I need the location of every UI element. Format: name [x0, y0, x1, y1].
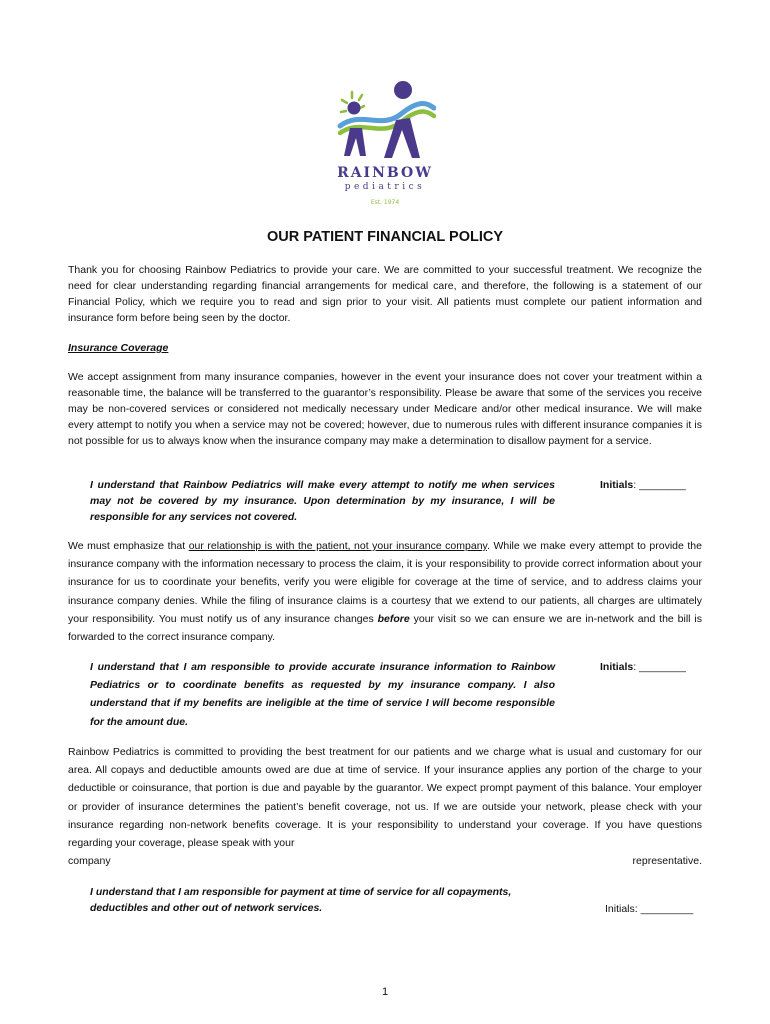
payment-text: Rainbow Pediatrics is committed to providing the best treatment for our patients and we charge what is usual and customary for our area. All copays and deductible amounts owed are due at time of service. If your insurance applies any portion of the charge to your deductible or coinsurance, that portion is due and payable by the guarantor. We expect prompt payment of this balance. Your employer or provider of insurance determines the patient’s benefit coverage, not us. If we are outside your network, please check with your insurance regarding non-network benefits coverage. It is your responsibility to understand your coverage. If you have questions regarding your coverage, please speak with your	[68, 746, 702, 850]
initials-label-1: Initials	[600, 479, 634, 491]
payment-last-line	[68, 852, 702, 870]
logo-figures-icon	[336, 78, 436, 168]
section-heading-insurance-coverage: Insurance Coverage	[68, 342, 169, 354]
page-number: 1	[381, 986, 389, 998]
acknowledgement-3: I understand that I am responsible for payment at time of service for all copayments, deductibles and other out of network services.	[90, 886, 512, 914]
acknowledgement-2: I understand that I am responsible to provide accurate insurance information to Rainbow Pediatrics or to coordinate benefits as requested by my insurance company. I also understand that if my benefits are ineligible at the time of service I will become responsible for the amount due.	[90, 661, 555, 728]
payment-last-left: company	[68, 855, 111, 868]
acknowledgement-1: I understand that Rainbow Pediatrics will make every attempt to notify me when services may not be covered by my insurance. Upon determination by my insurance, I will be responsible for any services not covered.	[90, 479, 555, 523]
relationship-paragraph	[68, 537, 702, 646]
initials-label-2: Initials	[600, 661, 634, 673]
payment-paragraph	[68, 743, 702, 870]
brand-subtitle: pediatrics	[344, 182, 426, 192]
relationship-text-1: We must emphasize that	[68, 540, 189, 552]
page-title: OUR PATIENT FINANCIAL POLICY	[266, 229, 504, 245]
initials-field-1[interactable]	[600, 477, 686, 493]
initials-field-2[interactable]	[600, 659, 686, 675]
initials-line-2: : ________	[633, 661, 686, 673]
brand-name: RAINBOW	[337, 165, 433, 181]
coverage-paragraph: We accept assignment from many insurance companies, however in the event your insurance does not cover your treatment within a reasonable time, the balance will be transferred to the guarantor’s responsibility. Please be aware that some of the services you receive may be non-covered services or considered not medically necessary under Medicare and/or other medical insurance. We will make every attempt to notify you when a service may not be covered; however, due to numerous rules with different insurance companies it is not possible for us to always know when the insurance company may make a determination to disallow payment for a service.	[68, 371, 702, 447]
initials-field-3[interactable]: Initials: _________	[605, 903, 694, 915]
initials-line-1: : ________	[633, 479, 686, 491]
relationship-emphasis: before	[377, 612, 410, 625]
payment-last-right: representative.	[632, 855, 702, 868]
brand-established: Est. 1974	[370, 199, 400, 206]
relationship-text-3: your visit so we can ensure we are in-network and the bill is forwarded to the correct insurance company.	[68, 612, 702, 644]
relationship-text-2: . While we make every attempt to provide the insurance company with the information necessary to process the claim, it is your responsibility to provide correct information about your insurance for us to coordinate your benefits, verify you were eligible for coverage at the time of service, and to address claims your insurance company denies. While the filing of insurance claims is a courtesy that we extend to our patients, all charges are ultimately your responsibility. You must notify us of any insurance changes	[68, 540, 702, 625]
relationship-underlined: our relationship is with the patient, not your insurance company	[188, 540, 488, 552]
intro-paragraph: Thank you for choosing Rainbow Pediatrics to provide your care. We are committed to your successful treatment. We recognize the need for clear understanding regarding financial arrangements for medical care, and therefore, the following is a statement of our Financial Policy, which we require you to read and sign prior to your visit. All patients must complete our patient information and insurance form before being seen by the doctor.	[68, 264, 702, 324]
